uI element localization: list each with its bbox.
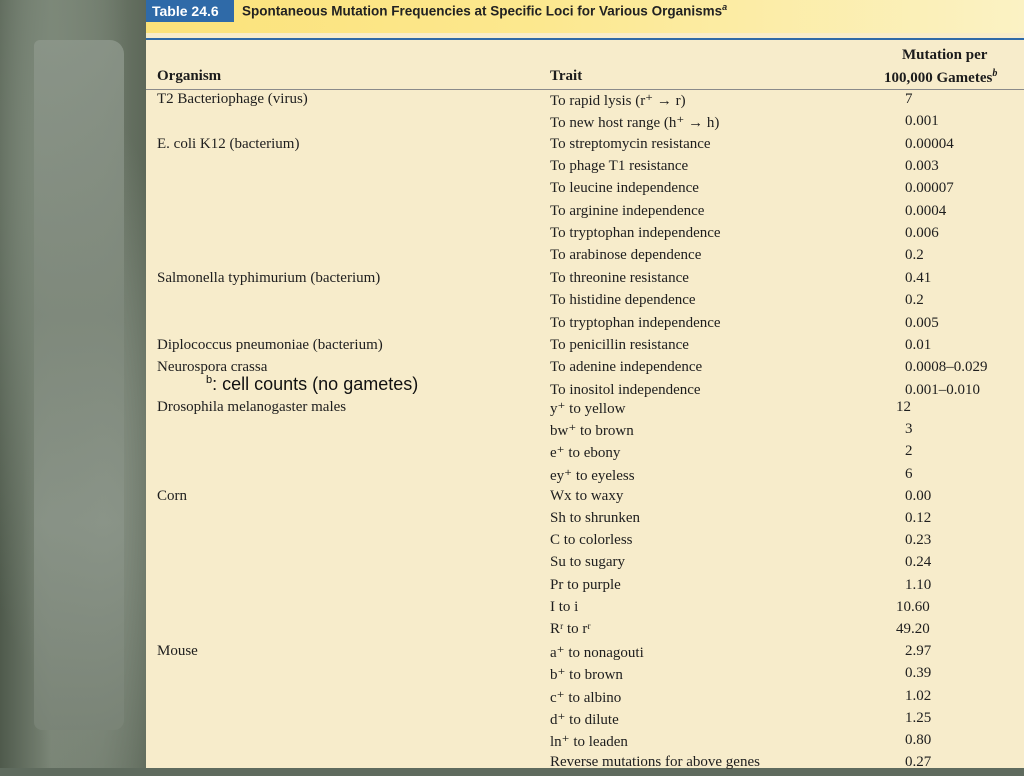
trait-cell: ey⁺ to eyeless xyxy=(550,468,635,484)
table-row xyxy=(146,466,1024,488)
trait-cell: b⁺ to brown xyxy=(550,667,623,683)
trait-cell: To penicillin resistance xyxy=(550,337,689,353)
mutation-value-cell: 0.005 xyxy=(905,315,939,331)
table-row xyxy=(146,225,1024,247)
mutation-value-cell: 0.0008–0.029 xyxy=(905,359,988,375)
mutation-value-cell: 0.24 xyxy=(905,554,932,570)
table-row xyxy=(146,710,1024,732)
table-row xyxy=(146,91,1024,113)
table-row xyxy=(146,158,1024,180)
header-rule xyxy=(146,89,1024,90)
mutation-value-cell: 7 xyxy=(905,91,913,107)
trait-cell: To tryptophan independence xyxy=(550,315,721,331)
trait-cell: a⁺ to nonagouti xyxy=(550,645,644,661)
header-footnote-marker: b xyxy=(992,68,998,79)
table-row xyxy=(146,554,1024,576)
trait-cell: ln⁺ to leaden xyxy=(550,734,628,750)
background-texture xyxy=(0,0,146,768)
mutation-value-cell: 2.97 xyxy=(905,643,932,659)
trait-cell: I to i xyxy=(550,599,579,615)
mutation-value-cell: 0.0004 xyxy=(905,203,947,219)
mutation-value-cell: 0.39 xyxy=(905,665,932,681)
table-row xyxy=(146,203,1024,225)
trait-cell: C to colorless xyxy=(550,532,633,548)
mutation-value-cell: 0.001–0.010 xyxy=(905,382,980,398)
header-mutation-line2 xyxy=(884,68,997,87)
table-row xyxy=(146,577,1024,599)
header-mutation-line2-text: 100,000 Gametes xyxy=(884,70,993,86)
table-row xyxy=(146,443,1024,465)
organism-cell: Neurospora crassa xyxy=(157,359,268,375)
mutation-value-cell: 0.80 xyxy=(905,732,932,748)
mutation-value-cell: 6 xyxy=(905,466,913,482)
organism-cell: E. coli K12 (bacterium) xyxy=(157,136,300,152)
trait-cell: To arabinose dependence xyxy=(550,247,702,263)
table-row xyxy=(146,113,1024,135)
organism-cell: Drosophila melanogaster males xyxy=(157,399,347,415)
header-mutation-line1: Mutation per xyxy=(902,47,988,63)
table-row xyxy=(146,337,1024,359)
trait-cell: To tryptophan independence xyxy=(550,225,721,241)
mutation-value-cell: 0.00 xyxy=(905,488,932,504)
trait-cell: Rʳ to rʳ xyxy=(550,621,591,637)
table-row xyxy=(146,270,1024,292)
mutation-value-cell: 0.27 xyxy=(905,754,932,770)
organism-cell: T2 Bacteriophage (virus) xyxy=(157,91,308,107)
trait-cell: Reverse mutations for above genes xyxy=(550,754,760,770)
mutation-value-cell: 0.01 xyxy=(905,337,932,353)
trait-cell: e⁺ to ebony xyxy=(550,445,621,461)
table-number-tag: Table 24.6 xyxy=(146,0,234,22)
mutation-value-cell: 49.20 xyxy=(896,621,930,637)
trait-cell: Wx to waxy xyxy=(550,488,624,504)
table-row xyxy=(146,488,1024,510)
trait-cell: To arginine independence xyxy=(550,203,705,219)
organism-cell: Mouse xyxy=(157,643,198,659)
trait-cell: To adenine independence xyxy=(550,359,703,375)
table-row xyxy=(146,688,1024,710)
trait-cell: To leucine independence xyxy=(550,180,699,196)
mutation-value-cell: 3 xyxy=(905,421,913,437)
mutation-value-cell: 0.41 xyxy=(905,270,932,286)
mutation-value-cell: 0.2 xyxy=(905,247,924,263)
mutation-value-cell: 0.006 xyxy=(905,225,939,241)
mutation-value-cell: 0.001 xyxy=(905,113,939,129)
title-bar xyxy=(146,0,1024,33)
organism-cell: Diplococcus pneumoniae (bacterium) xyxy=(157,337,383,353)
table-row xyxy=(146,754,1024,776)
table-row xyxy=(146,599,1024,621)
mutation-value-cell: 12 xyxy=(896,399,911,415)
trait-cell: To new host range (h⁺ → h) xyxy=(550,115,720,131)
trait-cell: Pr to purple xyxy=(550,577,621,593)
trait-cell: y⁺ to yellow xyxy=(550,401,626,417)
mutation-value-cell: 0.23 xyxy=(905,532,932,548)
mutation-value-cell: 1.25 xyxy=(905,710,932,726)
overlay-note xyxy=(206,374,418,395)
trait-cell: Sh to shrunken xyxy=(550,510,640,526)
background-patch xyxy=(34,40,124,730)
table-row xyxy=(146,665,1024,687)
trait-cell: c⁺ to albino xyxy=(550,690,622,706)
trait-cell: To histidine dependence xyxy=(550,292,696,308)
mutation-value-cell: 0.2 xyxy=(905,292,924,308)
mutation-value-cell: 0.003 xyxy=(905,158,939,174)
organism-cell: Salmonella typhimurium (bacterium) xyxy=(157,270,381,286)
organism-cell: Corn xyxy=(157,488,187,504)
mutation-value-cell: 10.60 xyxy=(896,599,930,615)
trait-cell: Su to sugary xyxy=(550,554,625,570)
table-row xyxy=(146,399,1024,421)
table-row xyxy=(146,732,1024,754)
mutation-value-cell: 1.10 xyxy=(905,577,932,593)
title-footnote-marker: a xyxy=(722,2,728,12)
header-organism: Organism xyxy=(157,68,222,84)
table-row xyxy=(146,621,1024,643)
table-row xyxy=(146,180,1024,202)
table-row xyxy=(146,136,1024,158)
table-row xyxy=(146,315,1024,337)
mutation-value-cell: 0.12 xyxy=(905,510,932,526)
mutation-value-cell: 2 xyxy=(905,443,913,459)
table-title-text: Spontaneous Mutation Frequencies at Specific Loci for Various Organisms xyxy=(242,3,723,19)
mutation-value-cell: 0.00004 xyxy=(905,136,954,152)
table-row xyxy=(146,292,1024,314)
table-row xyxy=(146,532,1024,554)
trait-cell: To inositol independence xyxy=(550,382,701,398)
trait-cell: To threonine resistance xyxy=(550,270,689,286)
trait-cell: d⁺ to dilute xyxy=(550,712,619,728)
trait-cell: To rapid lysis (r⁺ → r) xyxy=(550,93,686,109)
overlay-note-text: : cell counts (no gametes) xyxy=(212,374,419,394)
top-rule xyxy=(146,38,1024,40)
table-title xyxy=(242,2,727,19)
table-row xyxy=(146,643,1024,665)
trait-cell: To phage T1 resistance xyxy=(550,158,689,174)
table-row xyxy=(146,510,1024,532)
table-row xyxy=(146,247,1024,269)
mutation-value-cell: 1.02 xyxy=(905,688,932,704)
trait-cell: To streptomycin resistance xyxy=(550,136,711,152)
overlay-note-marker: b xyxy=(206,374,213,386)
table-row xyxy=(146,421,1024,443)
trait-cell: bw⁺ to brown xyxy=(550,423,634,439)
header-trait: Trait xyxy=(550,68,583,84)
mutation-value-cell: 0.00007 xyxy=(905,180,954,196)
